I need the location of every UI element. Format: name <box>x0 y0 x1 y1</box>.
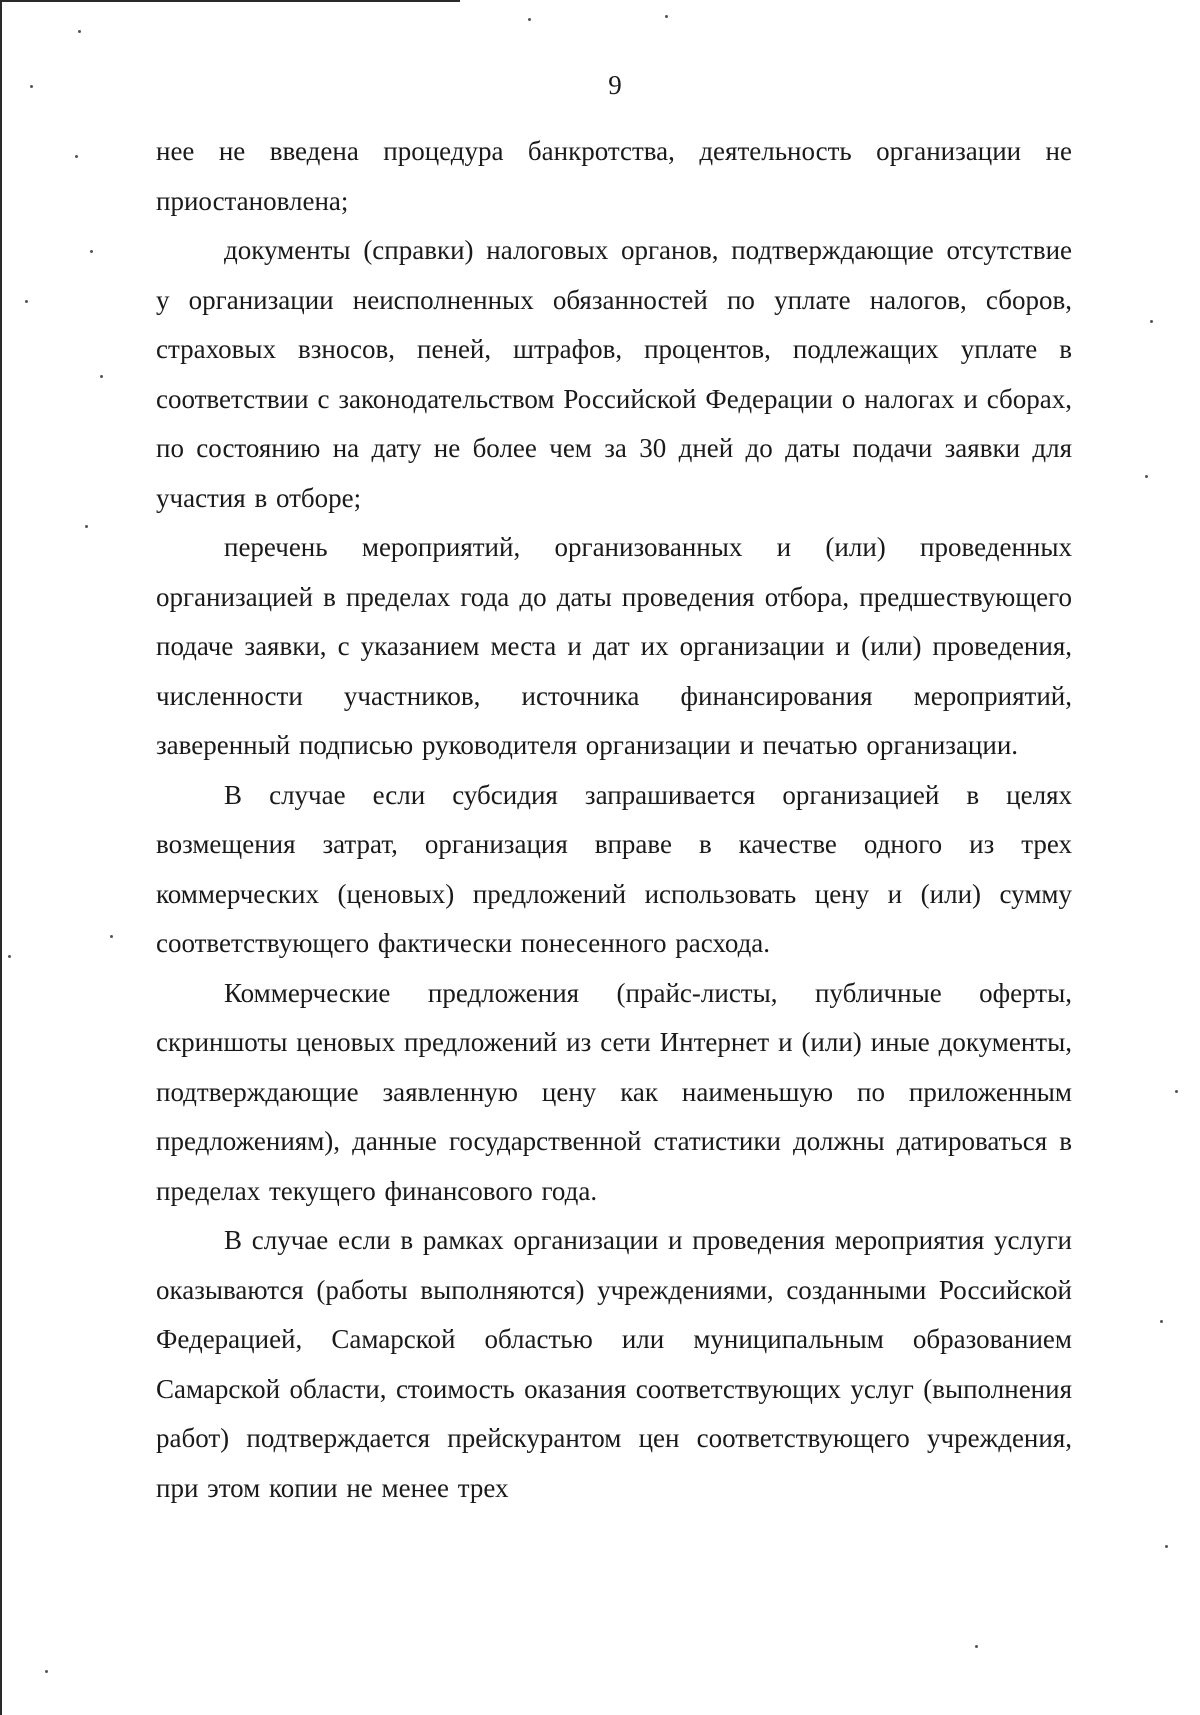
paragraph-bankruptcy: нее не введена процедура банкротства, деятельность организации не приостановлена; <box>156 136 1072 216</box>
scan-left-edge <box>0 0 2 1715</box>
scan-speck <box>1150 320 1153 323</box>
scan-top-edge <box>0 0 460 2</box>
scan-speck <box>975 1645 978 1648</box>
paragraph-state-institutions: В случае если в рамках организации и проведения мероприятия услуги оказываются (работы выполняются) учреждениями, созданными Российской Федерацией, Самарской областью или муниципальным образованием Самарской области, стоимость оказания соответствующих услуг (выполнения работ) подтверждается прейскурантом цен соответствующего учреждения, при этом копии не менее трех <box>156 1225 1072 1503</box>
scan-speck <box>75 155 78 158</box>
scan-speck <box>1165 1545 1168 1548</box>
scan-speck <box>8 955 11 958</box>
scan-speck <box>100 375 103 378</box>
paragraph-tax-documents: документы (справки) налоговых органов, подтверждающие отсутствие у организации неисполненных обязанностей по уплате налогов, сборов, страховых взносов, пеней, штрафов, процентов, подлежащих уплате в соответствии с законодательством Российской Федерации о налогах и сборах, по состоянию на дату не более чем за 30 дней до даты подачи заявки для участия в отборе; <box>156 235 1072 513</box>
scan-speck <box>1175 1090 1178 1093</box>
scan-speck <box>665 15 668 18</box>
scan-speck <box>110 935 113 938</box>
paragraph-cost-reimbursement: В случае если субсидия запрашивается организацией в целях возмещения затрат, организация вправе в качестве одного из трех коммерческих (ценовых) предложений использовать цену и (или) сумму соответствующего фактически понесенного расхода. <box>156 779 1072 958</box>
paragraph-commercial-offers: Коммерческие предложения (прайс-листы, публичные оферты, скриншоты ценовых предложений из сети Интернет и (или) иные документы, подтверждающие заявленную цену как наименьшую по приложенным предложениям), данные государственной статистики должны датироваться в пределах текущего финансового года. <box>156 977 1072 1206</box>
scan-speck <box>1145 475 1148 478</box>
document-body <box>156 127 1072 1513</box>
scan-speck <box>85 525 88 528</box>
page-number: 9 <box>608 70 622 100</box>
paragraph-events-list: перечень мероприятий, организованных и (или) проведенных организацией в пределах года до даты проведения отбора, предшествующего подаче заявки, с указанием места и дат их организации и (или) проведения, численности участников, источника финансирования мероприятий, заверенный подписью руководителя организации и печатью организации. <box>156 532 1072 760</box>
scan-speck <box>90 250 93 253</box>
scan-speck <box>25 300 28 303</box>
scan-speck <box>78 30 81 33</box>
scan-speck <box>45 1670 48 1673</box>
scan-speck <box>528 18 531 21</box>
scan-speck <box>1160 1320 1163 1323</box>
